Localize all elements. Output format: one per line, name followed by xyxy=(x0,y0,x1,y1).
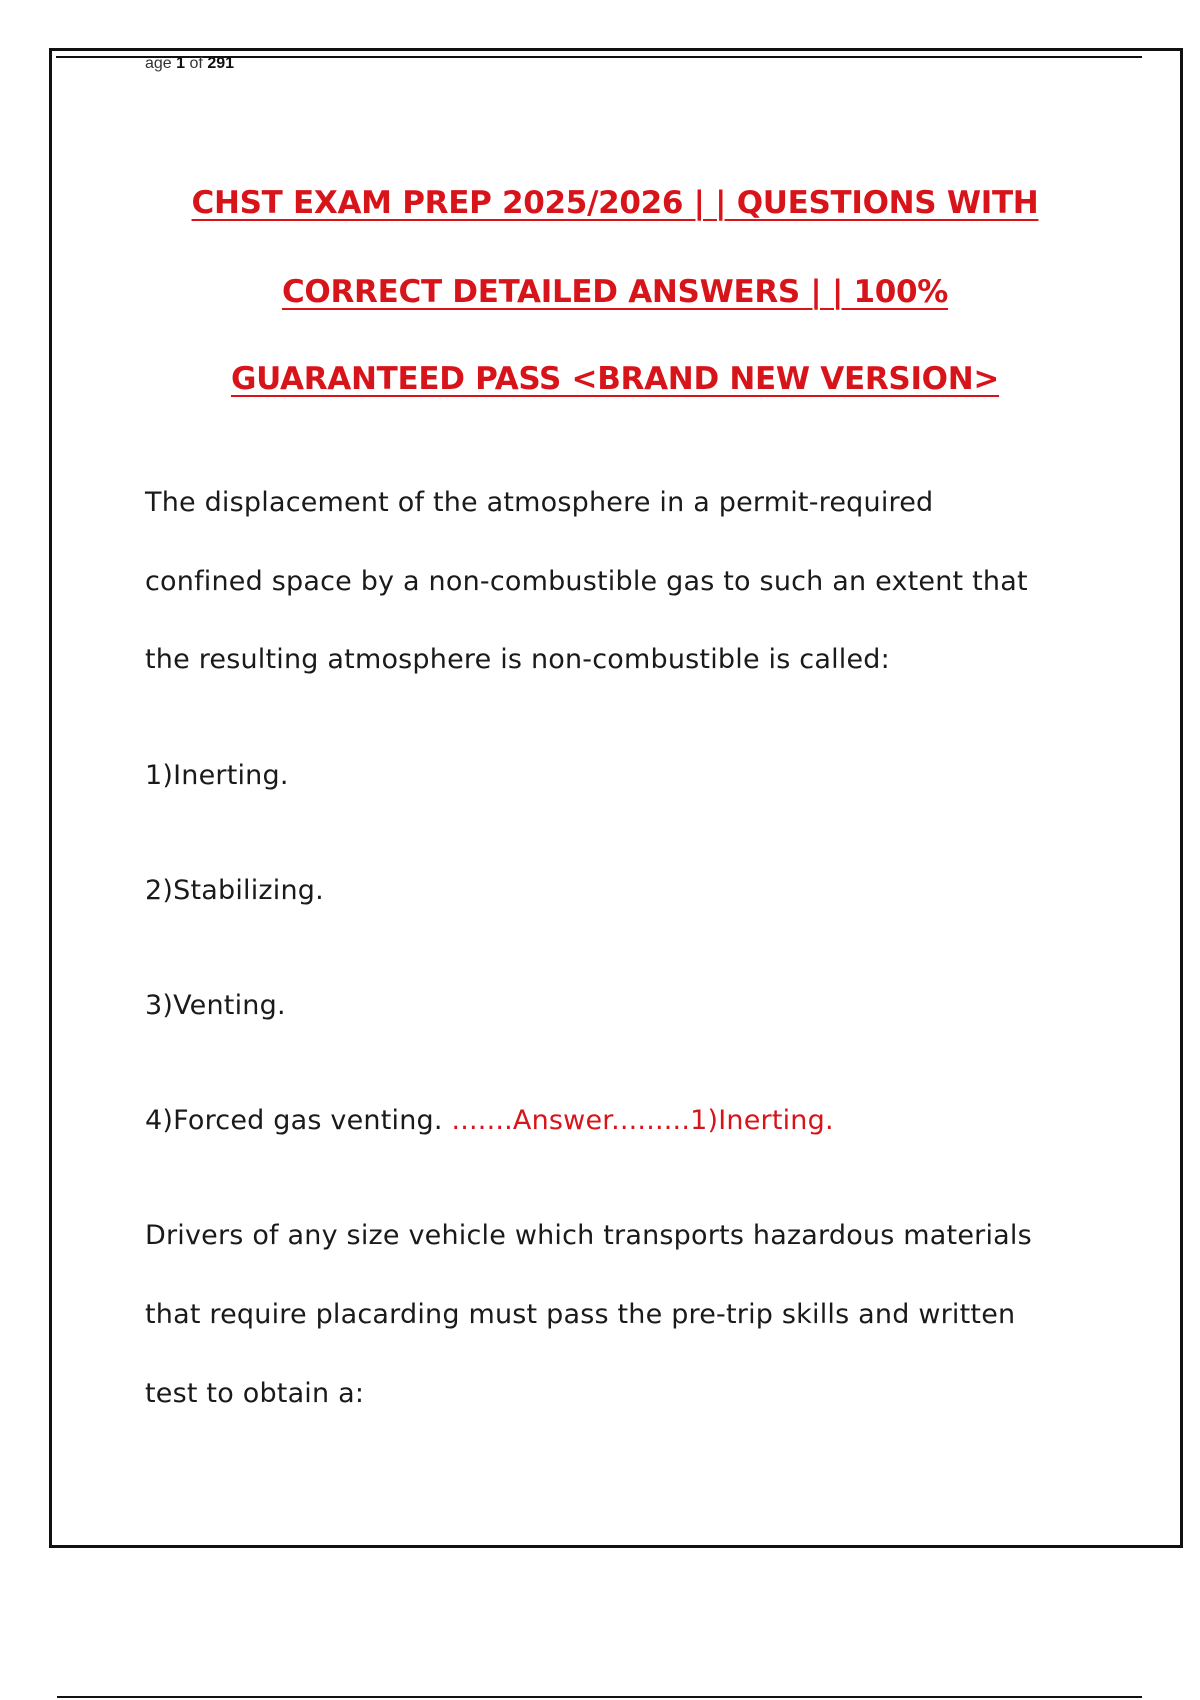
question-1-stem-line-3: the resulting atmosphere is non-combustible is called: xyxy=(145,644,890,675)
page-number-total: 291 xyxy=(207,55,235,72)
page-number-current: 1 xyxy=(176,55,186,72)
bottom-rule xyxy=(57,1696,1142,1698)
document-title-line-2: CORRECT DETAILED ANSWERS | | 100% xyxy=(281,274,949,310)
question-2-stem-line-1: Drivers of any size vehicle which transports hazardous materials xyxy=(145,1220,1032,1251)
question-1-option-4: 4)Forced gas venting. xyxy=(145,1105,443,1136)
question-1-stem-line-1: The displacement of the atmosphere in a permit-required xyxy=(145,487,934,518)
page-number-of: of xyxy=(189,55,203,72)
question-2-stem-line-2: that require placarding must pass the pre-trip skills and written xyxy=(145,1299,1016,1330)
page-number-prefix: age xyxy=(145,55,172,72)
question-1-option-4-line xyxy=(145,1104,834,1138)
document-title-line-1: CHST EXAM PREP 2025/2026 | | QUESTIONS WITH xyxy=(191,185,1039,221)
question-1-answer: .......Answer.........1)Inerting. xyxy=(451,1105,834,1136)
question-1-option-3: 3)Venting. xyxy=(145,990,286,1021)
page-number xyxy=(145,54,234,74)
question-1-stem-line-2: confined space by a non-combustible gas to such an extent that xyxy=(145,566,1028,597)
question-1-option-2: 2)Stabilizing. xyxy=(145,875,324,906)
question-1-option-1: 1)Inerting. xyxy=(145,760,289,791)
question-2-stem-line-3: test to obtain a: xyxy=(145,1378,365,1409)
document-title-line-3: GUARANTEED PASS <BRAND NEW VERSION> xyxy=(230,361,1000,397)
